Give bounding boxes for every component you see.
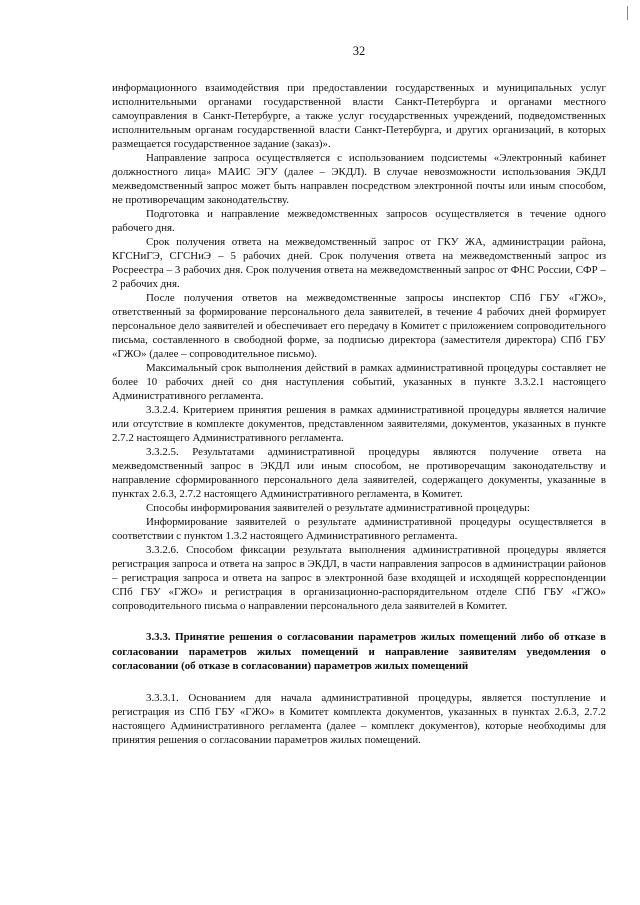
paragraph-3-3-3-1: 3.3.3.1. Основанием для начала административной процедуры, является поступление и регистрация из СПб ГБУ «ГЖО» в Комитет комплекта документов, указанных в пунктах 2.6.3, 2.7.2 настоящего Административного регламента (далее – комплект документов), которые необходимы для принятия решения о согласовании параметров жилых помещений. <box>112 691 606 746</box>
paragraph-3-3-2-5: 3.3.2.5. Результатами административной процедуры являются получение ответа на межведомственный запрос в ЭКДЛ или иным способом, не противоречащим законодательству и направление сформированного персонального дела заявителей, содержащего документы, указанные в пунктах 2.6.3, 2.7.2 настоящего Административного регламента, в Комитет. <box>112 446 606 500</box>
paragraph-request-direction: Направление запроса осуществляется с использованием подсистемы «Электронный кабинет должностного лица» МАИС ЭГУ (далее – ЭКДЛ). В случае невозможности использования ЭКДЛ межведомственный запрос может быть направлен посредством электронной почты или иным способом, не противоречащим законодательству. <box>112 152 606 206</box>
paragraph-after-responses: После получения ответов на межведомственные запросы инспектор СПб ГБУ «ГЖО», ответственный за формирование персонального дела заявителей, в течение 4 рабочих дней формирует персональное дело заявителей и обеспечивает его передачу в Комитет с приложением сопроводительного письма, составленного в свободной форме, за подписью директора (заместителя директора) СПб ГБУ «ГЖО» (далее – сопроводительное письмо). <box>112 292 606 360</box>
section-heading-3-3-3: 3.3.3. Принятие решения о согласовании параметров жилых помещений либо об отказе в согласовании параметров жилых помещений и направление заявителям уведомления о согласовании (об отказе в согласовании) параметров жилых помещений <box>112 631 606 672</box>
paragraph-max-term: Максимальный срок выполнения действий в рамках административной процедуры составляет не более 10 рабочих дней со дня наступления событий, указанных в пункте 3.3.2.1 настоящего Административного регламента. <box>112 362 606 402</box>
paragraph-response-terms: Срок получения ответа на межведомственный запрос от ГКУ ЖА, администрации района, КГСНиГЭ, СГСНиЭ – 5 рабочих дней. Срок получения ответа на межведомственный запрос из Росреестра – 3 рабочих дня. Срок получения ответа на межведомственный запрос от ФНС России, СФР – 2 рабочих дня. <box>112 236 606 290</box>
scan-mark <box>627 6 628 20</box>
paragraph-3-3-2-6: 3.3.2.6. Способом фиксации результата выполнения административной процедуры является регистрация запроса и ответа на запрос в ЭКДЛ, в части направления запросов в администрации районов – регистрация запроса и ответа на запрос в электронной базе входящей и исходящей корреспонденции СПб ГБУ «ГЖО» и регистрация в организационно-распорядительном отделе СПб ГБУ «ГЖО» сопроводительного письма о направлении персонального дела заявителей в Комитет. <box>112 544 606 612</box>
paragraph-informing: Информирование заявителей о результате административной процедуры осуществляется в соответствии с пунктом 1.3.2 настоящего Административного регламента. <box>112 516 606 542</box>
paragraph-preparation: Подготовка и направление межведомственных запросов осуществляется в течение одного рабочего дня. <box>112 208 606 234</box>
page-number: 32 <box>352 44 366 58</box>
paragraph-3-3-2-4: 3.3.2.4. Критерием принятия решения в рамках административной процедуры является наличие или отсутствие в комплекте документов, представленном заявителями, документов, указанных в пункте 2.7.2 настоящего Административного регламента. <box>112 404 606 444</box>
section-spacer <box>112 674 606 691</box>
paragraph-continuation: информационного взаимодействия при предоставлении государственных и муниципальных услуг исполнительными органами государственной власти Санкт-Петербурга и органами местного самоуправления в Санкт-Петербурге, а также услуг государственных учреждений, подведомственных исполнительным органам государственной власти Санкт-Петербурга, и других организаций, в которых размещается государственное задание (заказ)». <box>112 82 606 150</box>
paragraph-info-methods: Способы информирования заявителей о результате административной процедуры: <box>146 502 530 514</box>
section-spacer <box>112 613 606 630</box>
